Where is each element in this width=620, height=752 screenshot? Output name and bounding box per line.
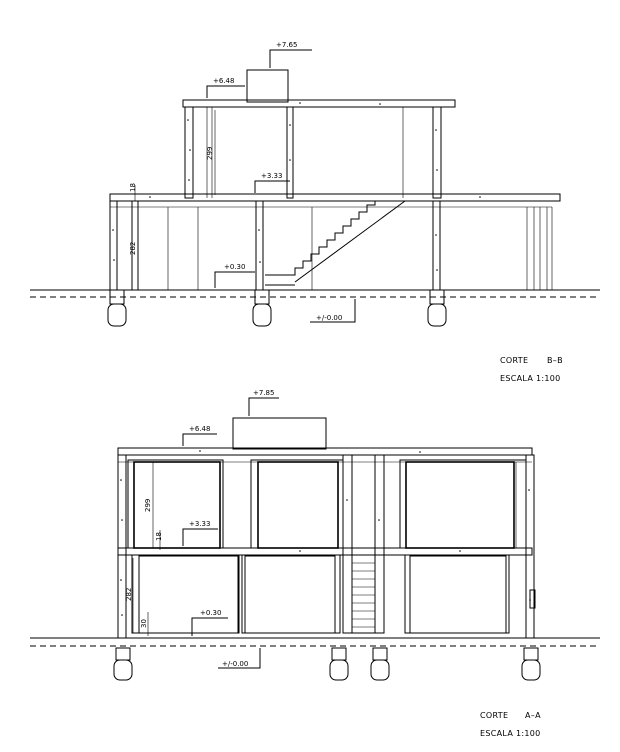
roof-tank (233, 418, 326, 449)
window-glazing (245, 556, 335, 633)
section-scale: ESCALA 1:100 (480, 729, 541, 738)
section-scale: ESCALA 1:100 (500, 374, 561, 383)
staircase (352, 555, 375, 633)
level-label: +/-0.00 (222, 660, 249, 668)
column (343, 455, 352, 633)
section-id: A–A (525, 711, 541, 720)
upper-wall-left (185, 107, 193, 198)
section-aa (30, 389, 600, 738)
footings (114, 648, 540, 680)
level-label: +0.30 (224, 263, 246, 271)
window-glazing (258, 462, 338, 548)
window-frame (128, 460, 223, 548)
level-label: +6.48 (213, 77, 235, 85)
upper-column (287, 107, 293, 198)
footings (108, 290, 446, 326)
window-frame (400, 460, 526, 548)
roof-tank (247, 70, 288, 102)
lower-wall-left (110, 201, 117, 290)
dimension-label: 282 (125, 587, 133, 601)
level-label: +/-0.00 (316, 314, 343, 322)
lower-column-right (433, 201, 440, 290)
window-glazing (410, 556, 506, 633)
dimension-label: 299 (144, 498, 152, 512)
section-title: CORTE (480, 711, 509, 720)
dimension-label: 299 (206, 146, 214, 160)
section-title: CORTE (500, 356, 529, 365)
roof-slab (183, 100, 455, 107)
lower-column-mid (256, 201, 263, 290)
floor-slab (110, 194, 560, 201)
staircase (265, 201, 405, 275)
outer-wall-right (526, 455, 534, 638)
concrete-hatch (112, 102, 481, 271)
concrete-hatch (120, 450, 531, 616)
dimension-label: 18 (129, 183, 137, 192)
section-bb (30, 41, 600, 383)
window-frame (242, 555, 340, 633)
outer-wall-left (118, 455, 126, 638)
dimension-label: 282 (129, 241, 137, 255)
level-label: +0.30 (200, 609, 222, 617)
window-frame (405, 555, 509, 633)
level-label: +6.48 (189, 425, 211, 433)
dimension-label: 30 (140, 619, 148, 628)
floor-slab (118, 548, 532, 555)
level-label: +3.33 (189, 520, 211, 528)
dimension-label: 18 (155, 532, 163, 541)
column (375, 455, 384, 633)
level-label: +3.33 (261, 172, 283, 180)
window-glazing (406, 462, 514, 548)
upper-wall-right (433, 107, 441, 198)
section-id: B–B (547, 356, 563, 365)
level-label: +7.85 (253, 389, 275, 397)
window-glazing (139, 556, 238, 633)
level-label: +7.65 (276, 41, 298, 49)
window-frame (251, 460, 343, 548)
